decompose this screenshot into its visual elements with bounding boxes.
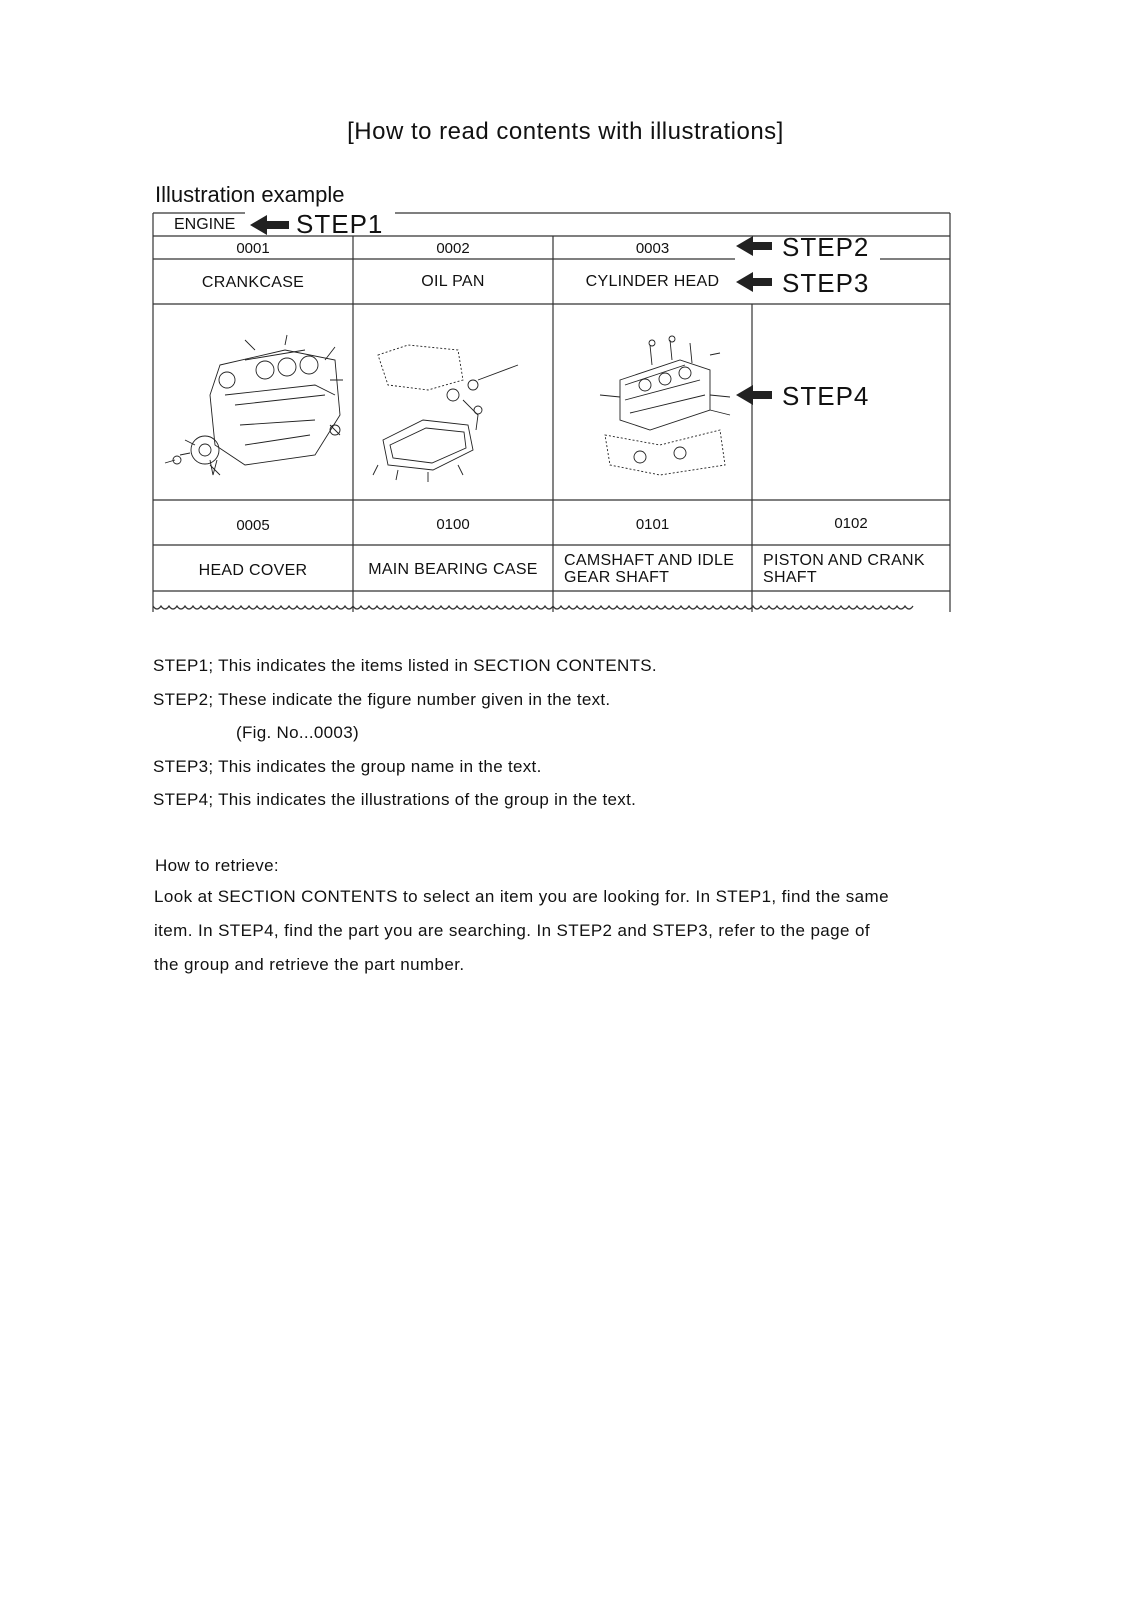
- fig-number: 0005: [236, 517, 270, 534]
- step3-description: STEP3; This indicates the group name in the text.: [153, 757, 542, 776]
- fig-number: 0003: [635, 240, 670, 257]
- group-name: OIL PAN: [421, 273, 485, 290]
- step4-label: STEP4: [782, 381, 870, 411]
- step2-label: STEP2: [782, 232, 870, 262]
- fig-number: 0101: [635, 516, 670, 533]
- cylinder-head-drawing: [600, 336, 730, 475]
- group-name: HEAD COVER: [198, 562, 308, 579]
- retrieve-line: item. In STEP4, find the part you are searching. In STEP2 and STEP3, refer to the page of: [154, 921, 870, 940]
- fig-number: 0002: [436, 240, 470, 257]
- group-name: CYLINDER HEAD: [585, 273, 720, 290]
- retrieve-heading: How to retrieve:: [155, 856, 279, 875]
- group-name: CRANKCASE: [201, 274, 305, 291]
- fig-number: 0100: [436, 516, 470, 533]
- retrieve-paragraph: [154, 880, 964, 982]
- step3-label: STEP3: [782, 268, 870, 298]
- illustration-example-heading: Illustration example: [155, 182, 345, 207]
- example-table-frame: [0, 0, 1131, 640]
- fig-number: 0001: [236, 240, 270, 257]
- crankcase-drawing: [165, 335, 343, 475]
- step4-arrow-icon: [736, 385, 772, 405]
- step2-description: STEP2; These indicate the figure number given in the text.: [153, 690, 611, 709]
- oil-pan-drawing: [373, 345, 518, 482]
- retrieve-line: Look at SECTION CONTENTS to select an item you are looking for. In STEP1, find the same: [154, 887, 889, 906]
- step4-description: STEP4; This indicates the illustrations of the group in the text.: [153, 790, 637, 809]
- group-name: MAIN BEARING CASE: [368, 561, 538, 578]
- section-label: ENGINE: [174, 216, 236, 233]
- group-name: CAMSHAFT AND IDLE GEAR SHAFT: [564, 552, 735, 586]
- page-title: [How to read contents with illustrations]: [347, 118, 784, 145]
- fig-number-example: (Fig. No...0003): [236, 723, 359, 742]
- retrieve-line: the group and retrieve the part number.: [154, 955, 465, 974]
- group-name: PISTON AND CRANK SHAFT: [763, 552, 925, 586]
- fig-number: 0102: [834, 515, 868, 532]
- step1-description: STEP1; This indicates the items listed in SECTION CONTENTS.: [153, 656, 657, 675]
- step1-label: STEP1: [296, 209, 384, 239]
- step1-arrow-icon: [250, 215, 289, 235]
